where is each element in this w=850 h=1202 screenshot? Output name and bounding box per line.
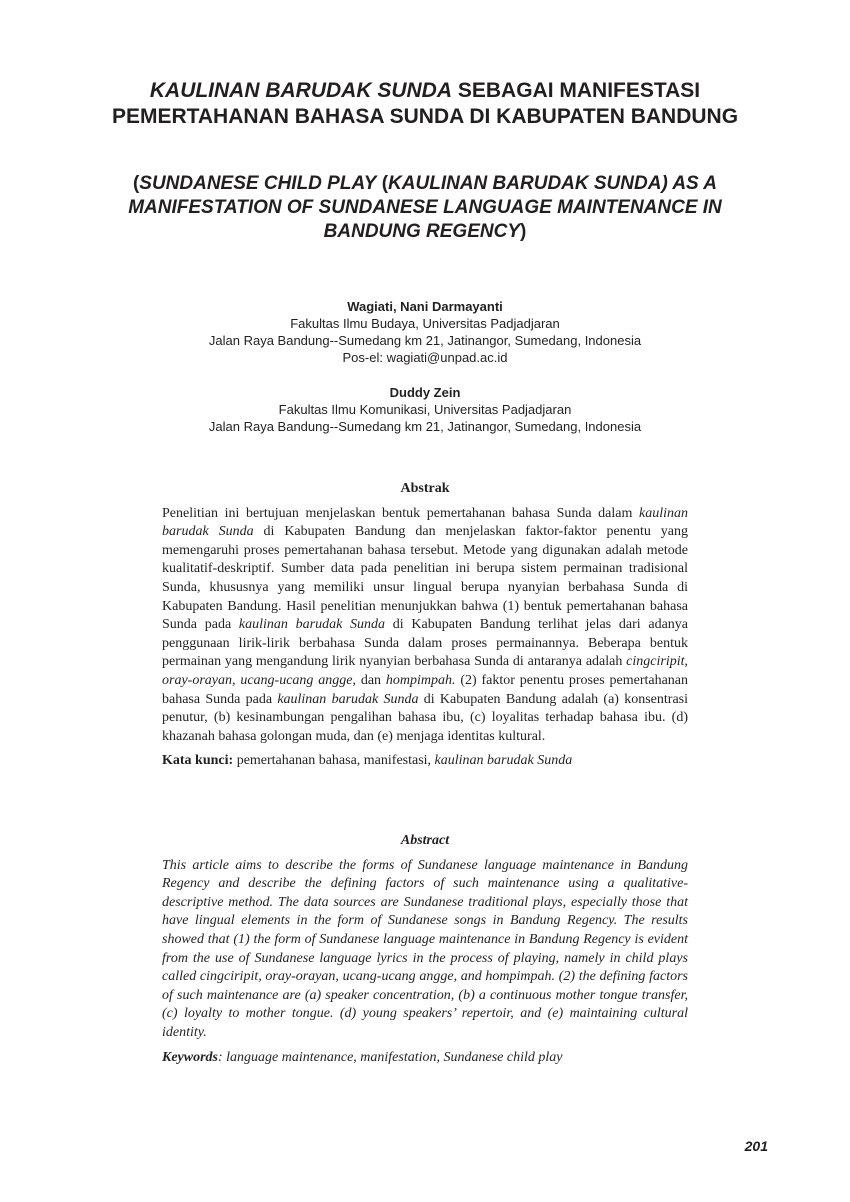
title-line-1 xyxy=(60,78,790,104)
kata-kunci xyxy=(162,752,688,771)
abstrak-text: Penelitian ini bertujuan menjelaskan bentuk pemertahanan bahasa Sunda dalam xyxy=(162,505,639,521)
english-title-line-3 xyxy=(60,220,790,244)
abstrak-heading: Abstrak xyxy=(400,481,450,496)
abstrak-italic-term: oray-orayan xyxy=(162,672,232,688)
abstract-section xyxy=(162,832,688,1067)
paren-close: ) xyxy=(520,221,527,242)
keywords xyxy=(162,1049,688,1068)
kata-kunci-italic: kaulinan barudak Sunda xyxy=(434,753,573,769)
abstrak-text: di Kabupaten Bandung adalah (a) konsentrasi penutur, (b) kesinambungan pengalihan bahasa ibu, (c) loyalitas terhadap bahasa ibu. (d) khazanah bahasa golongan muda, dan (e) menjaga identitas kultural. xyxy=(162,691,688,744)
author-address-2: Jalan Raya Bandung--Sumedang km 21, Jatinangor, Sumedang, Indonesia xyxy=(208,419,642,434)
keywords-text: : language maintenance, manifestation, Sundanese child play xyxy=(218,1049,563,1065)
abstrak-italic-term: kaulinan barudak Sunda xyxy=(238,617,386,633)
english-title-line-2: MANIFESTATION OF SUNDANESE LANGUAGE MAINTENANCE IN xyxy=(128,197,722,218)
abstrak-text: di Kabupaten Bandung terlihat jelas dari adanya penggunaan lirik-lirik berbahasa Sunda dalam proses permainannya. Beberapa bentuk permainan yang mengandung lirik nyanyian berbahasa Sunda di antaranya adalah xyxy=(162,617,689,670)
english-title-part-3: BANDUNG REGENCY xyxy=(323,221,521,242)
page-number: 201 xyxy=(744,1138,768,1154)
english-title xyxy=(60,172,790,244)
abstrak-italic-term: kaulinan barudak Sunda xyxy=(162,505,688,540)
keywords-label: Keywords xyxy=(162,1049,218,1065)
paren-mid: ( xyxy=(376,173,389,194)
author-block xyxy=(60,298,790,435)
abstract-body: This article aims to describe the forms of Sundanese language maintenance in Bandung Regency and describe the defining factors of such maintenance using a qualitative-descriptive method. The data sources are Sundanese traditional plays, especially those that have lingual elements in the form of Sundanese songs in Bandung Regency. The results showed that (1) the form of Sundanese language maintenance in Bandung Regency is evident from the use of Sundanese language lyrics in the process of playing, namely in child plays called cingciripit, oray-orayan, ucang-ucang angge, and hompimpah. (2) the defining factors of such maintenance are (a) speaker concentration, (b) a continuous mother tongue transfer, (c) loyalty to mother tongue. (d) young speakers’ repertoir, and (e) maintaining cultural identity. xyxy=(162,857,688,1040)
abstrak-body xyxy=(162,505,688,747)
abstrak-text: , xyxy=(232,672,241,688)
abstrak-text: di Kabupaten Bandung dan menjelaskan faktor-faktor penentu yang memengaruhi proses pemertahanan bahasa tersebut. Metode yang digunakan adalah metode kualitatif-deskriptif. Sumber data pada penelitian ini berupa sistem permainan tradisional Sunda, khususnya yang memiliki unsur lingual berupa nyanyian berbahasa Sunda di Kabupaten Bandung. Hasil penelitian menunjukkan bahwa (1) bentuk pemertahanan bahasa Sunda pada xyxy=(162,524,688,633)
abstrak-text: , dan xyxy=(352,672,386,688)
english-title-part-2: KAULINAN BARUDAK SUNDA) AS A xyxy=(388,173,718,194)
title-line-2: PEMERTAHANAN BAHASA SUNDA DI KABUPATEN BANDUNG xyxy=(111,105,739,128)
english-title-part-1: SUNDANESE CHILD PLAY xyxy=(139,173,377,194)
abstrak-italic-term: cingciripit xyxy=(626,654,685,670)
author-email-1: Pos-el: wagiati@unpad.ac.id xyxy=(342,350,508,365)
abstrak-text: , xyxy=(684,654,688,670)
abstrak-section xyxy=(162,480,688,771)
abstrak-italic-term: kaulinan barudak Sunda xyxy=(277,691,419,707)
abstrak-italic-term: hompimpah. xyxy=(385,672,456,688)
abstrak-italic-term: ucang-ucang angge xyxy=(240,672,353,688)
kata-kunci-label: Kata kunci: xyxy=(162,753,234,769)
author-name-2: Duddy Zein xyxy=(389,385,461,400)
abstrak-text: (2) faktor penentu proses pemertahanan bahasa Sunda pada xyxy=(162,672,689,707)
paren-open: ( xyxy=(132,173,140,194)
paper-title xyxy=(60,78,790,130)
author-address-1: Jalan Raya Bandung--Sumedang km 21, Jatinangor, Sumedang, Indonesia xyxy=(208,333,642,348)
author-affiliation-1: Fakultas Ilmu Budaya, Universitas Padjadjaran xyxy=(290,316,560,331)
abstract-heading: Abstract xyxy=(400,833,450,848)
title-italic-part: KAULINAN BARUDAK SUNDA xyxy=(149,79,453,102)
kata-kunci-text: pemertahanan bahasa, manifestasi, xyxy=(233,753,435,769)
title-regular-part: SEBAGAI MANIFESTASI xyxy=(452,79,701,102)
english-title-line-1 xyxy=(60,172,790,196)
author-affiliation-2: Fakultas Ilmu Komunikasi, Universitas Padjadjaran xyxy=(278,402,572,417)
author-name-1: Wagiati, Nani Darmayanti xyxy=(347,299,503,314)
